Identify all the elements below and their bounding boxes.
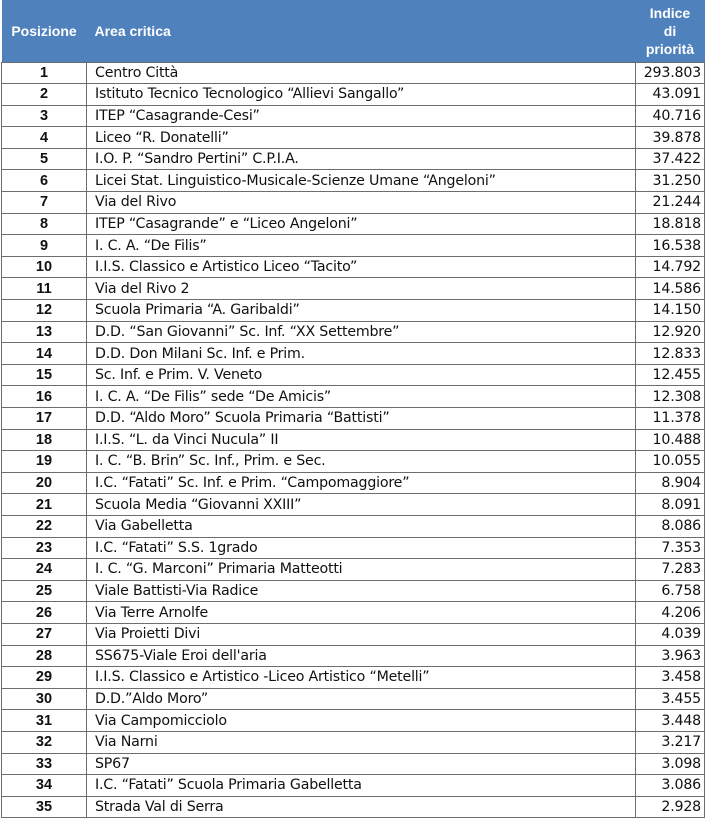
position-cell: 20	[2, 472, 87, 494]
table-body	[2, 62, 705, 818]
area-cell: Istituto Tecnico Tecnologico “Allievi Sangallo”	[87, 84, 636, 106]
table-row	[2, 472, 705, 494]
table-row	[2, 278, 705, 300]
position-cell: 13	[2, 321, 87, 343]
table-row	[2, 645, 705, 667]
position-cell: 35	[2, 796, 87, 818]
position-cell: 32	[2, 731, 87, 753]
area-cell: Via del Rivo 2	[87, 278, 636, 300]
position-cell: 9	[2, 235, 87, 257]
table-row	[2, 580, 705, 602]
area-cell: SS675-Viale Eroi dell'aria	[87, 645, 636, 667]
position-cell: 30	[2, 688, 87, 710]
index-cell: 3.963	[636, 645, 705, 667]
table-row	[2, 235, 705, 257]
index-cell: 31.250	[636, 170, 705, 192]
index-cell: 3.458	[636, 667, 705, 689]
table-row	[2, 796, 705, 818]
index-cell: 37.422	[636, 148, 705, 170]
area-cell: I.O. P. “Sandro Pertini” C.P.I.A.	[87, 148, 636, 170]
index-cell: 14.586	[636, 278, 705, 300]
index-cell: 7.283	[636, 559, 705, 581]
header-index-line3: priorità	[645, 40, 695, 57]
area-cell: Sc. Inf. e Prim. V. Veneto	[87, 364, 636, 386]
area-cell: Via Narni	[87, 731, 636, 753]
index-cell: 14.792	[636, 256, 705, 278]
table-row	[2, 559, 705, 581]
index-cell: 6.758	[636, 580, 705, 602]
area-cell: D.D.”Aldo Moro”	[87, 688, 636, 710]
position-cell: 28	[2, 645, 87, 667]
header-index	[636, 0, 705, 62]
index-cell: 3.217	[636, 731, 705, 753]
header-row	[2, 0, 705, 62]
position-cell: 17	[2, 408, 87, 430]
table-row	[2, 451, 705, 473]
position-cell: 23	[2, 537, 87, 559]
table-row	[2, 148, 705, 170]
position-cell: 29	[2, 667, 87, 689]
area-cell: ITEP “Casagrande-Cesi”	[87, 105, 636, 127]
table-row	[2, 105, 705, 127]
area-cell: Strada Val di Serra	[87, 796, 636, 818]
table-row	[2, 213, 705, 235]
table-row	[2, 192, 705, 214]
position-cell: 4	[2, 127, 87, 149]
area-cell: ITEP “Casagrande” e “Liceo Angeloni”	[87, 213, 636, 235]
area-cell: Liceo “R. Donatelli”	[87, 127, 636, 149]
area-cell: Licei Stat. Linguistico-Musicale-Scienze Umane “Angeloni”	[87, 170, 636, 192]
index-cell: 18.818	[636, 213, 705, 235]
area-cell: I.I.S. “L. da Vinci Nucula” II	[87, 429, 636, 451]
area-cell: I. C. “G. Marconi” Primaria Matteotti	[87, 559, 636, 581]
index-cell: 8.904	[636, 472, 705, 494]
index-cell: 11.378	[636, 408, 705, 430]
index-cell: 16.538	[636, 235, 705, 257]
index-cell: 10.055	[636, 451, 705, 473]
area-cell: Scuola Media “Giovanni XXIII”	[87, 494, 636, 516]
index-cell: 3.086	[636, 775, 705, 797]
index-cell: 2.928	[636, 796, 705, 818]
table-row	[2, 408, 705, 430]
index-cell: 12.455	[636, 364, 705, 386]
area-cell: D.D. “Aldo Moro” Scuola Primaria “Battisti”	[87, 408, 636, 430]
area-cell: Via del Rivo	[87, 192, 636, 214]
area-cell: I.I.S. Classico e Artistico Liceo “Tacito”	[87, 256, 636, 278]
table-row	[2, 688, 705, 710]
header-position: Posizione	[2, 0, 87, 62]
area-cell: I. C. “B. Brin” Sc. Inf., Prim. e Sec.	[87, 451, 636, 473]
index-cell: 7.353	[636, 537, 705, 559]
position-cell: 24	[2, 559, 87, 581]
position-cell: 15	[2, 364, 87, 386]
index-cell: 8.086	[636, 515, 705, 537]
position-cell: 31	[2, 710, 87, 732]
table-row	[2, 84, 705, 106]
position-cell: 12	[2, 300, 87, 322]
table-row	[2, 364, 705, 386]
table-row	[2, 775, 705, 797]
index-cell: 39.878	[636, 127, 705, 149]
table-row	[2, 753, 705, 775]
area-cell: I.C. “Fatati” S.S. 1grado	[87, 537, 636, 559]
header-area: Area critica	[87, 0, 636, 62]
table-row	[2, 343, 705, 365]
area-cell: Via Gabelletta	[87, 515, 636, 537]
position-cell: 27	[2, 623, 87, 645]
table-row	[2, 429, 705, 451]
position-cell: 21	[2, 494, 87, 516]
table-row	[2, 537, 705, 559]
area-cell: I. C. A. “De Filis”	[87, 235, 636, 257]
table-row	[2, 386, 705, 408]
position-cell: 8	[2, 213, 87, 235]
table-row	[2, 602, 705, 624]
position-cell: 6	[2, 170, 87, 192]
area-cell: I. C. A. “De Filis” sede “De Amicis”	[87, 386, 636, 408]
header-index-line2: di	[663, 22, 677, 39]
index-cell: 43.091	[636, 84, 705, 106]
priority-table	[1, 0, 705, 818]
position-cell: 33	[2, 753, 87, 775]
position-cell: 34	[2, 775, 87, 797]
index-cell: 4.206	[636, 602, 705, 624]
position-cell: 3	[2, 105, 87, 127]
area-cell: Centro Città	[87, 62, 636, 84]
header-index-line1: Indice	[649, 4, 691, 21]
position-cell: 18	[2, 429, 87, 451]
table-row	[2, 515, 705, 537]
area-cell: Via Campomicciolo	[87, 710, 636, 732]
position-cell: 5	[2, 148, 87, 170]
index-cell: 8.091	[636, 494, 705, 516]
position-cell: 7	[2, 192, 87, 214]
area-cell: SP67	[87, 753, 636, 775]
area-cell: Via Terre Arnolfe	[87, 602, 636, 624]
position-cell: 1	[2, 62, 87, 84]
table-row	[2, 494, 705, 516]
index-cell: 10.488	[636, 429, 705, 451]
table-row	[2, 256, 705, 278]
index-cell: 40.716	[636, 105, 705, 127]
area-cell: D.D. “San Giovanni” Sc. Inf. “XX Settembre”	[87, 321, 636, 343]
index-cell: 3.448	[636, 710, 705, 732]
index-cell: 3.455	[636, 688, 705, 710]
position-cell: 10	[2, 256, 87, 278]
position-cell: 22	[2, 515, 87, 537]
index-cell: 3.098	[636, 753, 705, 775]
area-cell: Viale Battisti-Via Radice	[87, 580, 636, 602]
table-row	[2, 623, 705, 645]
table-row	[2, 667, 705, 689]
area-cell: Scuola Primaria “A. Garibaldi”	[87, 300, 636, 322]
position-cell: 11	[2, 278, 87, 300]
position-cell: 25	[2, 580, 87, 602]
table-row	[2, 321, 705, 343]
position-cell: 19	[2, 451, 87, 473]
index-cell: 4.039	[636, 623, 705, 645]
table-header	[2, 0, 705, 62]
area-cell: I.C. “Fatati” Sc. Inf. e Prim. “Campomaggiore”	[87, 472, 636, 494]
index-cell: 14.150	[636, 300, 705, 322]
position-cell: 2	[2, 84, 87, 106]
table-row	[2, 127, 705, 149]
area-cell: D.D. Don Milani Sc. Inf. e Prim.	[87, 343, 636, 365]
area-cell: I.I.S. Classico e Artistico -Liceo Artistico “Metelli”	[87, 667, 636, 689]
table-row	[2, 300, 705, 322]
index-cell: 21.244	[636, 192, 705, 214]
table-row	[2, 62, 705, 84]
area-cell: Via Proietti Divi	[87, 623, 636, 645]
position-cell: 16	[2, 386, 87, 408]
table-row	[2, 710, 705, 732]
position-cell: 26	[2, 602, 87, 624]
position-cell: 14	[2, 343, 87, 365]
table-row	[2, 731, 705, 753]
table-row	[2, 170, 705, 192]
index-cell: 12.833	[636, 343, 705, 365]
area-cell: I.C. “Fatati” Scuola Primaria Gabelletta	[87, 775, 636, 797]
index-cell: 12.308	[636, 386, 705, 408]
index-cell: 293.803	[636, 62, 705, 84]
index-cell: 12.920	[636, 321, 705, 343]
